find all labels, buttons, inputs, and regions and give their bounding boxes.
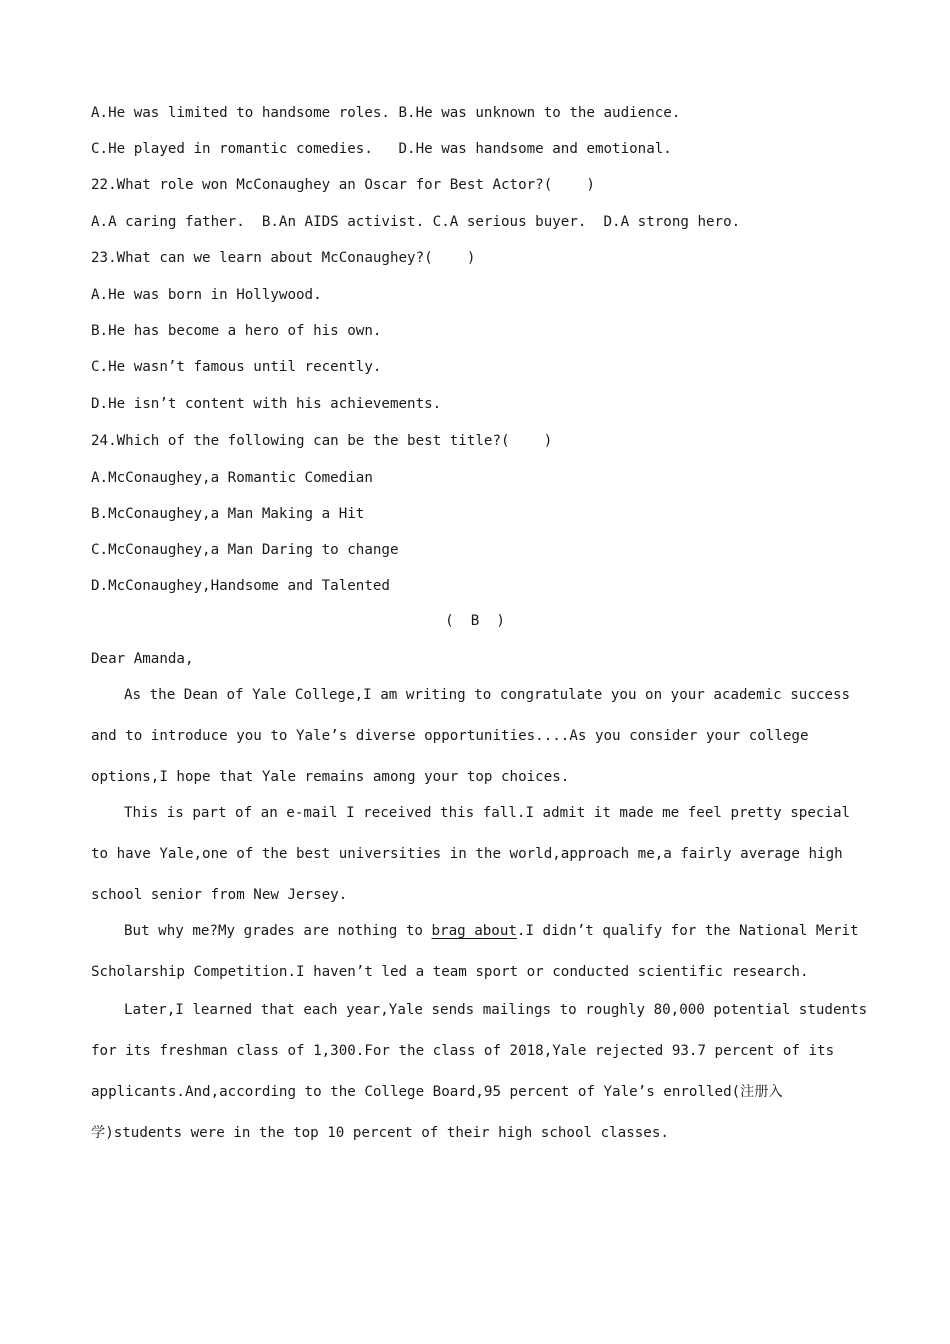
underlined-phrase: brag about: [431, 923, 517, 939]
q24-question: 24.Which of the following can be the best title?( ): [91, 433, 553, 449]
paragraph-1-line-3: options,I hope that Yale remains among your top choices.: [91, 769, 570, 785]
q23-option-c: C.He wasn’t famous until recently.: [91, 359, 382, 375]
q23-option-a: A.He was born in Hollywood.: [91, 287, 322, 303]
section-b-label: ( B ): [445, 613, 505, 629]
q23-option-b: B.He has become a hero of his own.: [91, 323, 382, 339]
letter-greeting: Dear Amanda,: [91, 651, 194, 667]
q24-option-c: C.McConaughey,a Man Daring to change: [91, 542, 399, 558]
q22-options: A.A caring father. B.An AIDS activist. C.A serious buyer. D.A strong hero.: [91, 214, 741, 230]
q22-question: 22.What role won McConaughey an Oscar for Best Actor?( ): [91, 177, 595, 193]
paragraph-4-line-4: 学)students were in the top 10 percent of their high school classes.: [91, 1125, 669, 1141]
q21-options-ab: A.He was limited to handsome roles. B.He was unknown to the audience.: [91, 105, 681, 121]
paragraph-2-line-3: school senior from New Jersey.: [91, 887, 348, 903]
paragraph-2-line-1: This is part of an e-mail I received this fall.I admit it made me feel pretty special: [124, 805, 851, 821]
paragraph-1-line-2: and to introduce you to Yale’s diverse opportunities....As you consider your college: [91, 728, 809, 744]
q23-option-d: D.He isn’t content with his achievements.: [91, 396, 442, 412]
paragraph-3-text-before: But why me?My grades are nothing to: [124, 923, 432, 939]
q24-option-d: D.McConaughey,Handsome and Talented: [91, 578, 390, 594]
q24-option-b: B.McConaughey,a Man Making a Hit: [91, 506, 365, 522]
paragraph-3-text-after: .I didn’t qualify for the National Merit: [516, 923, 859, 939]
paragraph-4-line-3: applicants.And,according to the College Board,95 percent of Yale’s enrolled(注册入: [91, 1084, 783, 1100]
paragraph-3-line-1: [124, 921, 859, 941]
q24-option-a: A.McConaughey,a Romantic Comedian: [91, 470, 373, 486]
paragraph-4-line-2: for its freshman class of 1,300.For the class of 2018,Yale rejected 93.7 percent of its: [91, 1043, 835, 1059]
paragraph-1-line-1: As the Dean of Yale College,I am writing to congratulate you on your academic success: [124, 687, 851, 703]
q21-options-cd: C.He played in romantic comedies. D.He was handsome and emotional.: [91, 141, 672, 157]
q23-question: 23.What can we learn about McConaughey?( ): [91, 250, 476, 266]
paragraph-3-line-2: Scholarship Competition.I haven’t led a team sport or conducted scientific research.: [91, 964, 809, 980]
paragraph-2-line-2: to have Yale,one of the best universities in the world,approach me,a fairly average high: [91, 846, 843, 862]
paragraph-4-line-1: Later,I learned that each year,Yale sends mailings to roughly 80,000 potential students: [124, 1002, 868, 1018]
